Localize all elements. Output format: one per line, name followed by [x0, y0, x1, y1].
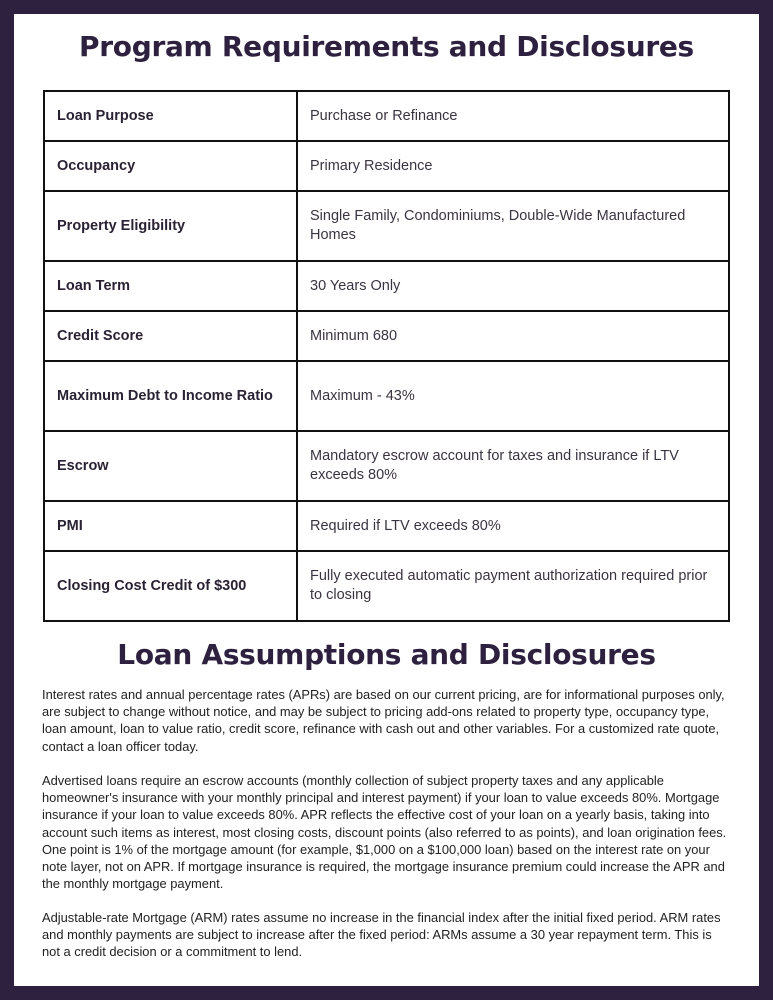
- row-label: Loan Purpose: [44, 91, 297, 141]
- table-row: [44, 311, 729, 361]
- disclosure-paragraph: Adjustable-rate Mortgage (ARM) rates assume no increase in the financial index after the initial fixed period. ARM rates and monthly payments are subject to increase after the fixed period: ARMs assume a 30 year repayment term. This is not a credit decision or a commitment to lend.: [42, 910, 721, 960]
- row-value: Single Family, Condominiums, Double-Wide Manufactured Homes: [297, 191, 729, 261]
- row-value: 30 Years Only: [297, 261, 729, 311]
- row-value: Required if LTV exceeds 80%: [297, 501, 729, 551]
- row-label: PMI: [44, 501, 297, 551]
- table-row: [44, 141, 729, 191]
- table-row: [44, 431, 729, 501]
- document-page: [14, 14, 759, 986]
- table-row: [44, 91, 729, 141]
- row-label: Credit Score: [44, 311, 297, 361]
- row-label: Loan Term: [44, 261, 297, 311]
- program-requirements-title: Program Requirements and Disclosures: [79, 30, 694, 63]
- row-value: Minimum 680: [297, 311, 729, 361]
- table-row: [44, 361, 729, 431]
- loan-assumptions-title: Loan Assumptions and Disclosures: [117, 638, 656, 671]
- row-label: Escrow: [44, 431, 297, 501]
- row-label: Occupancy: [44, 141, 297, 191]
- row-label: Property Eligibility: [44, 191, 297, 261]
- disclosure-paragraph: Interest rates and annual percentage rates (APRs) are based on our current pricing, are for informational purposes only, are subject to change without notice, and may be subject to pricing add-ons related to property type, occupancy type, loan amount, loan to value ratio, credit score, refinance with cash out and other variables. For a customized rate quote, contact a loan officer today.: [42, 687, 725, 754]
- row-value: Primary Residence: [297, 141, 729, 191]
- requirements-table: [43, 90, 730, 622]
- disclosure-paragraph: Advertised loans require an escrow accounts (monthly collection of subject property taxes and any applicable homeowner's insurance with your monthly principal and interest payment) if your loan to value exceeds 80%. Mortgage insurance if your loan to value exceeds 80%. APR reflects the effective cost of your loan on a yearly basis, taking into account such items as interest, most closing costs, discount points (also referred to as points), and loan origination fees. One point is 1% of the mortgage amount (for example, $1,000 on a $100,000 loan) based on the interest rate on your note layer, not on APR. If mortgage insurance is required, the mortgage insurance premium could increase the APR and the monthly mortgage payment.: [42, 773, 727, 892]
- table-row: [44, 501, 729, 551]
- row-value: Mandatory escrow account for taxes and insurance if LTV exceeds 80%: [297, 431, 729, 501]
- row-label: Maximum Debt to Income Ratio: [44, 361, 297, 431]
- row-label: Closing Cost Credit of $300: [44, 551, 297, 621]
- row-value: Fully executed automatic payment authorization required prior to closing: [297, 551, 729, 621]
- table-row: [44, 191, 729, 261]
- table-row: [44, 261, 729, 311]
- row-value: Purchase or Refinance: [297, 91, 729, 141]
- table-row: [44, 551, 729, 621]
- row-value: Maximum - 43%: [297, 361, 729, 431]
